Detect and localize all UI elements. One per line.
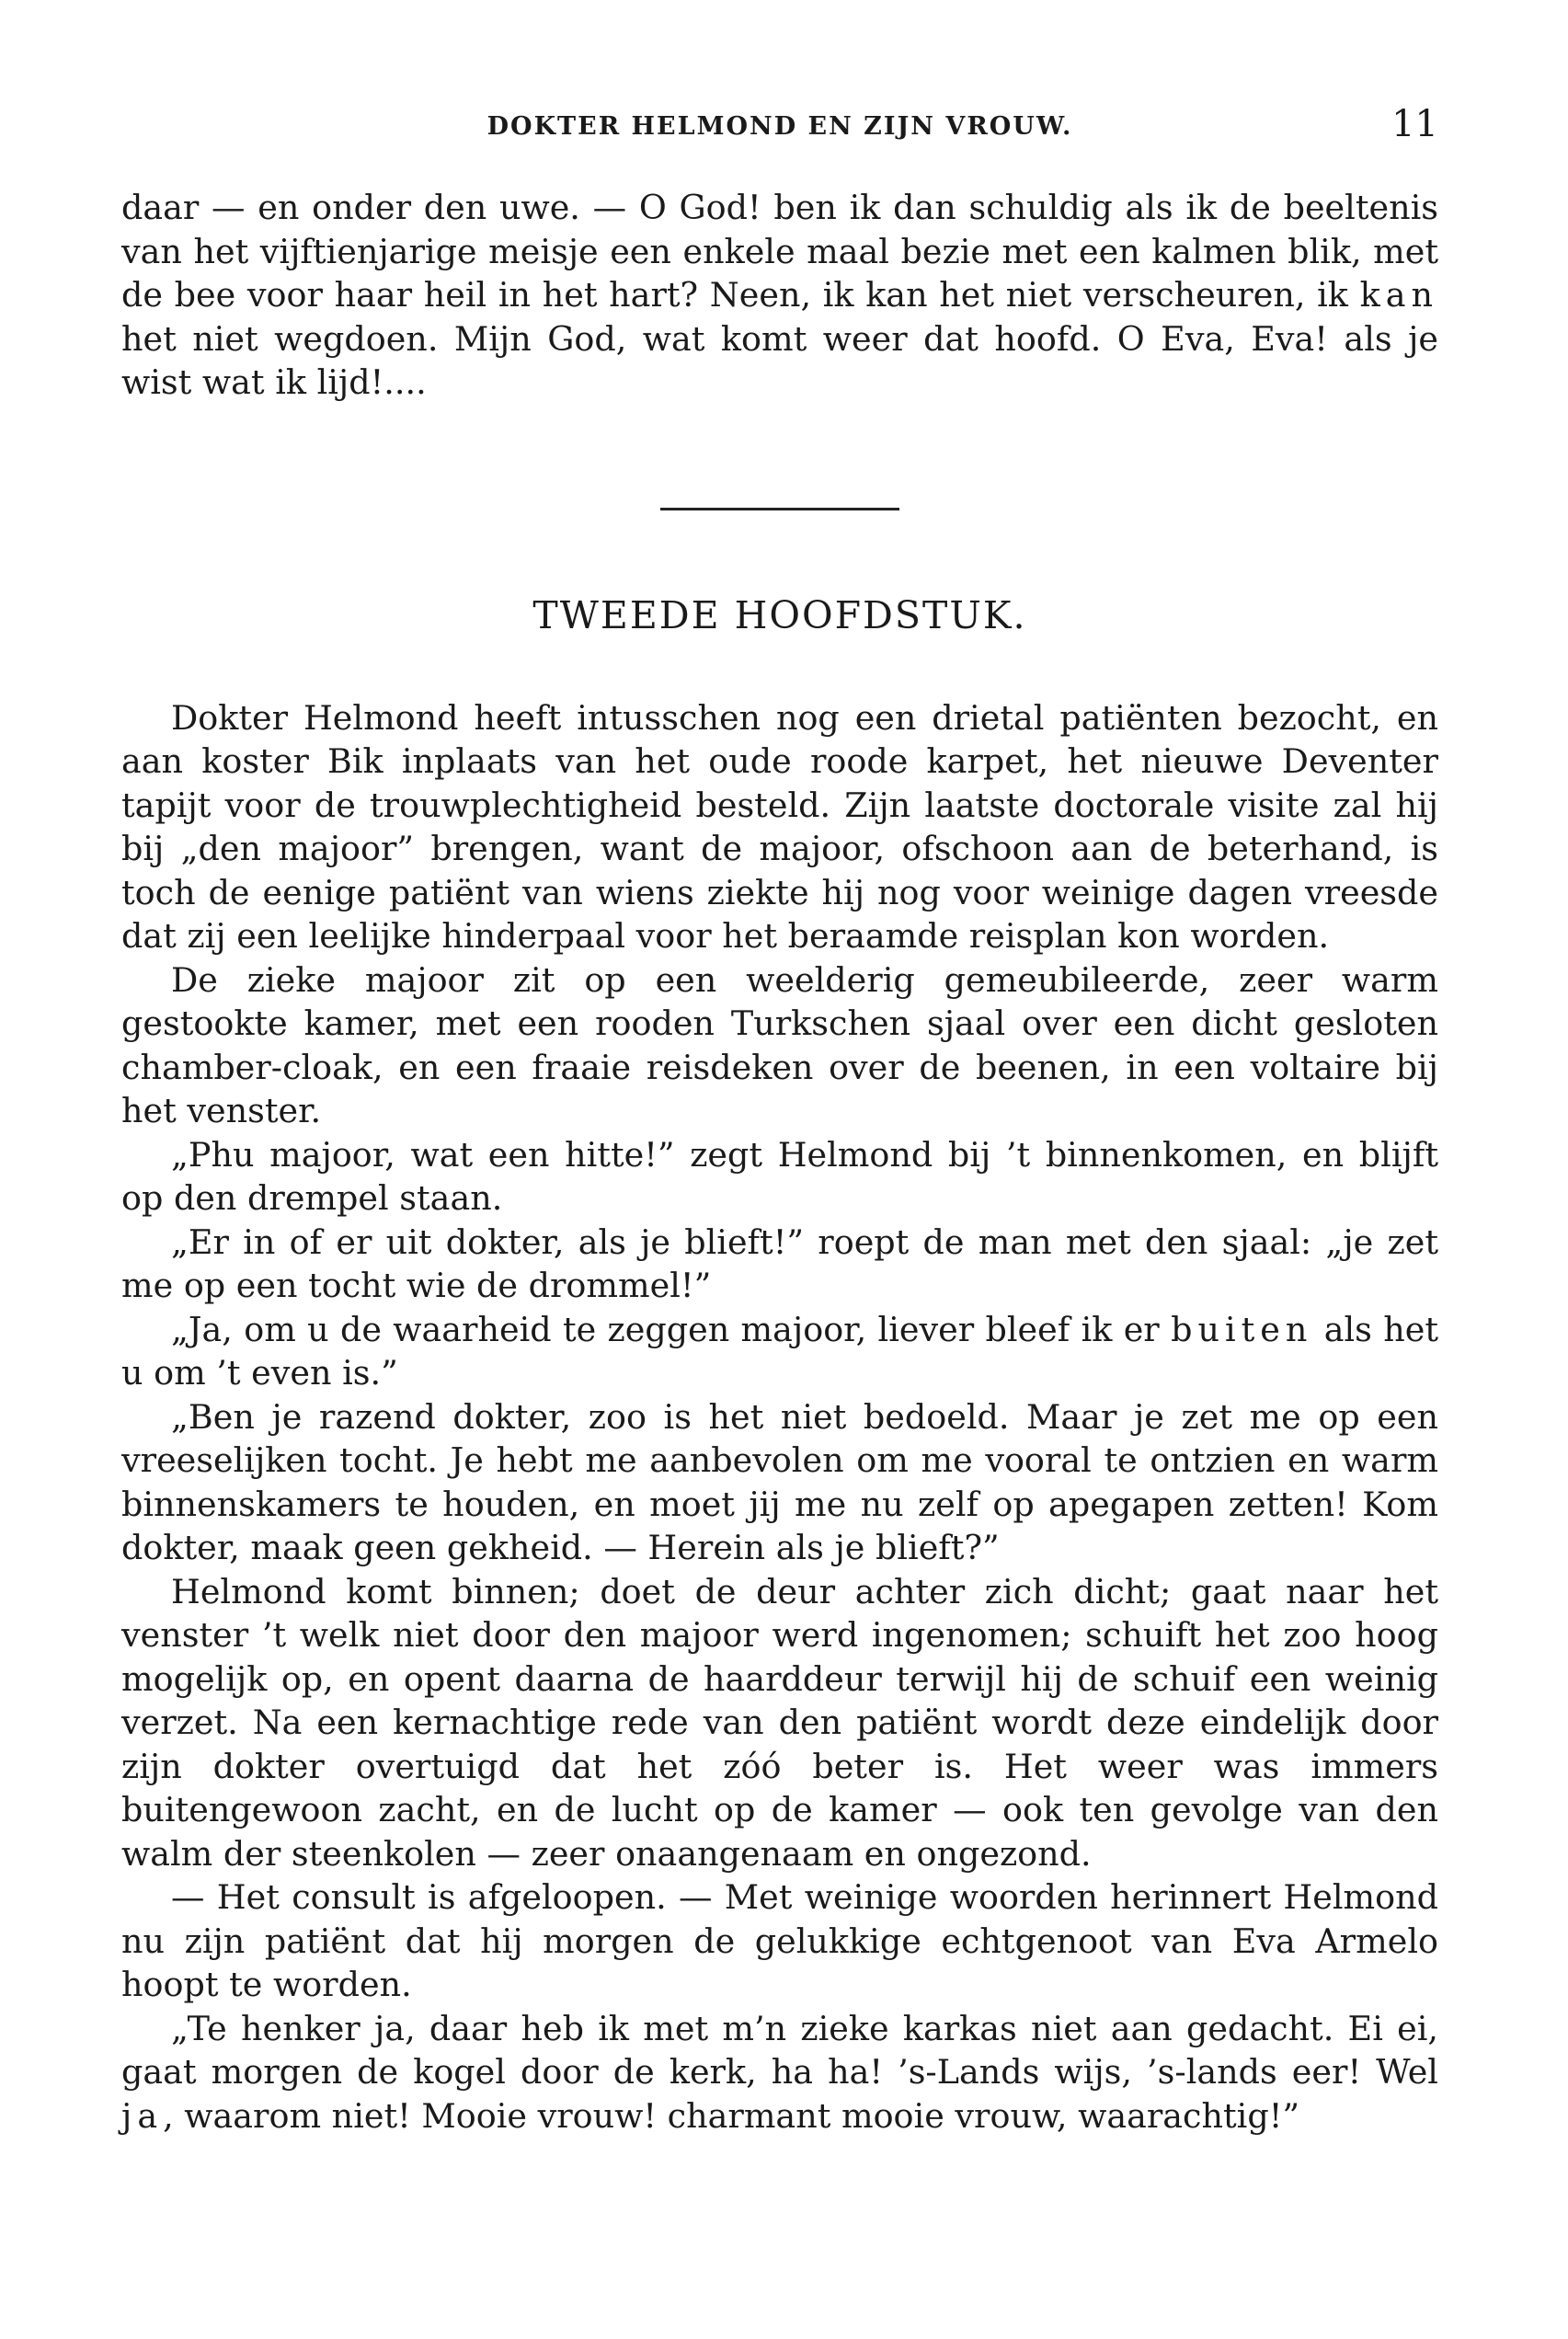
body-paragraph: „Phu majoor, wat een hitte!” zegt Helmond bij ’t binnenkomen, en blijft op den drempel staan.: [121, 1134, 1438, 1218]
running-header: [121, 101, 1438, 156]
text-segment: , waarom niet! Mooie vrouw! charmant mooie vrouw, waarachtig!”: [163, 2095, 1300, 2136]
body-paragraph: [121, 1308, 1438, 1395]
text-segment: als het u om ’t even is.”: [121, 1309, 1439, 1393]
body-paragraph: Helmond komt binnen; doet de deur achter zich dicht; gaat naar het venster ’t welk niet door den majoor werd ingenomen; schuift het zoo hoog mogelijk op, en opent daarna de haarddeur terwijl hij de schuif een weinig verzet. Na een kernachtige rede van den patiënt wordt deze eindelijk door zijn dokter overtuigd dat het zóó beter is. Het weer was immers buitengewoon zacht, en de lucht op de kamer — ook ten gevolge van den walm der steenkolen — zeer onaangenaam en ongezond.: [121, 1571, 1438, 1874]
body-paragraph: [121, 2007, 1438, 2138]
emphasis-ja: ja: [121, 2095, 164, 2136]
body-paragraph: „Ben je razend dokter, zoo is het niet bedoeld. Maar je zet me op een vreeselijken tocht. Je hebt me aanbevolen om me vooral te ontzien en warm binnenskamers te houden, en moet jij me nu zelf op apegapen zetten! Kom dokter, maak geen gekheid. — Herein als je blieft?”: [121, 1396, 1438, 1567]
body-paragraph: De zieke majoor zit op een weelderig gemeubileerde, zeer warm gestookte kamer, met een rooden Turkschen sjaal over een dicht gesloten chamber-cloak, en een fraaie reisdeken over de beenen, in een voltaire bij het venster.: [121, 959, 1438, 1130]
text-segment: „Ja, om u de waarheid te zeggen majoor, liever bleef ik er: [171, 1309, 1172, 1349]
page-number: 11: [1391, 103, 1438, 145]
text-segment: „Te henker ja, daar heb ik met m’n zieke karkas niet aan gedacht. Ei ei, gaat morgen de kogel door de kerk, ha ha! ’s-Lands wijs, ’s-lands eer! Wel: [121, 2008, 1438, 2092]
opening-text-2: het niet wegdoen. Mijn God, wat komt weer dat hoofd. O Eva, Eva! als je wist wat ik lijd!....: [121, 318, 1438, 402]
opening-paragraph: [121, 186, 1438, 405]
body-paragraph: — Het consult is afgeloopen. — Met weinige woorden herinnert Helmond nu zijn patiënt dat hij morgen de gelukkige echtgenoot van Eva Armelo hoopt te worden.: [121, 1877, 1438, 2004]
chapter-title: TWEEDE HOOFDSTUK.: [532, 592, 1027, 637]
section-divider: [660, 508, 899, 510]
body-paragraph: Dokter Helmond heeft intusschen nog een drietal patiënten bezocht, en aan koster Bik inplaats van het oude roode karpet, het nieuwe Deventer tapijt voor de trouwplechtigheid besteld. Zijn laatste doctorale visite zal hij bij „den majoor” brengen, want de majoor, ofschoon aan de beterhand, is toch de eenige patiënt van wiens ziekte hij nog voor weinige dagen vreesde dat zij een leelijke hinderpaal voor het beraamde reisplan kon worden.: [121, 697, 1438, 956]
body-paragraph: „Er in of er uit dokter, als je blieft!” roept de man met den sjaal: „je zet me op een tocht wie de drommel!”: [121, 1221, 1438, 1305]
running-title: DOKTER HELMOND EN ZIJN VROUW.: [486, 112, 1073, 141]
opening-text-1: daar — en onder den uwe. — O God! ben ik dan schuldig als ik de beeltenis van het vijftienjarige meisje een enkele maal bezie met een kalmen blik, met de bee voor haar heil in het hart? Neen, ik kan het niet verscheuren, ik: [121, 188, 1438, 315]
emphasis-kan: kan: [1359, 275, 1438, 315]
book-page: [121, 101, 1438, 2138]
emphasis-buiten: buiten: [1171, 1309, 1313, 1349]
